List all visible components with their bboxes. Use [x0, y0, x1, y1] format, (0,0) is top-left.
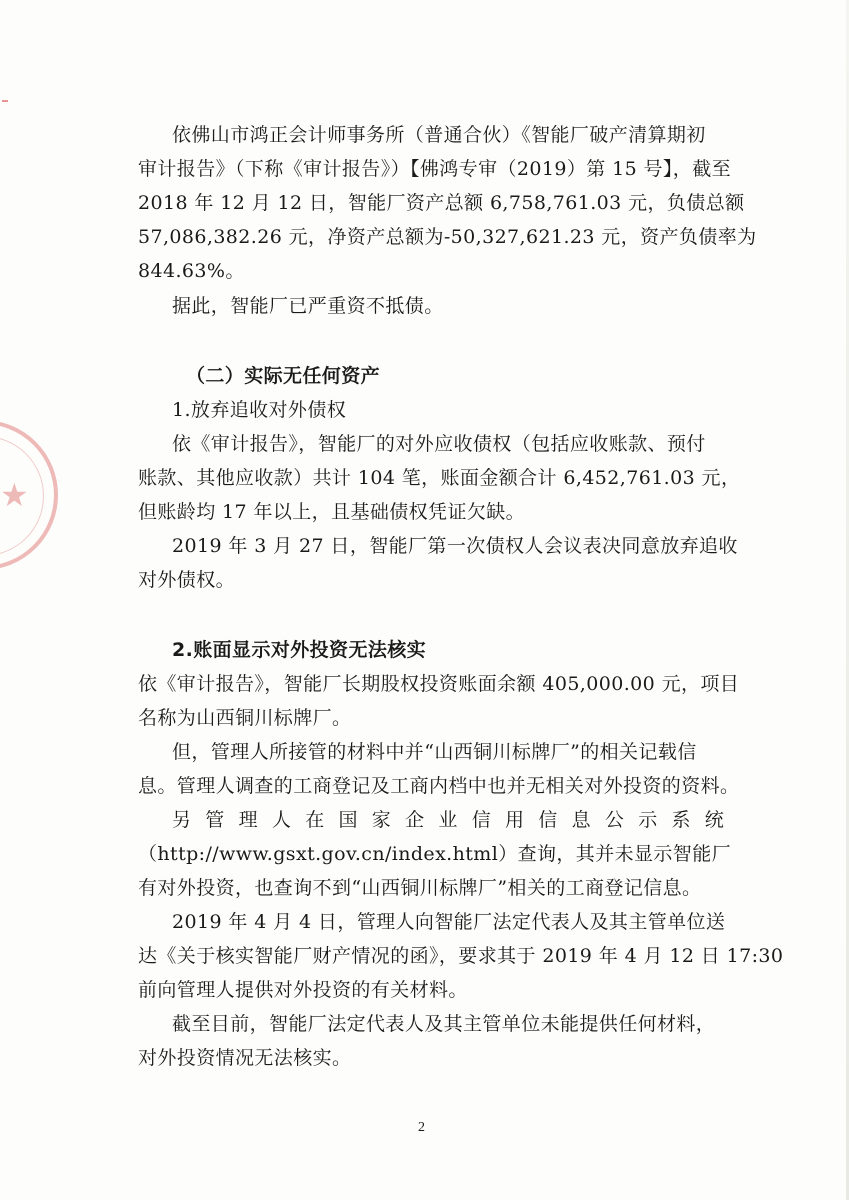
- paragraph-3-line-2: 账款、其他应收款）共计 104 笔，账面金额合计 6,452,761.03 元，: [138, 467, 741, 489]
- paragraph-7-line-1: 另管理人在国家企业信用信息公示系统: [172, 809, 739, 831]
- paragraph-1-line-2: 审计报告》（下称《审计报告》）【佛鸿专审（2019）第 15 号】，截至: [138, 158, 732, 180]
- section-heading-2: （二）实际无任何资产: [186, 365, 381, 387]
- page-number: 2: [418, 1120, 425, 1135]
- subheading-1: 1.放弃追收对外债权: [172, 399, 347, 421]
- paragraph-3-line-3: 但账龄均 17 年以上，且基础债权凭证欠缺。: [138, 501, 526, 523]
- paragraph-1-line-4: 57,086,382.26 元，净资产总额为-50,327,621.23 元，资产负债率为: [138, 226, 757, 248]
- paragraph-1-line-3: 2018 年 12 月 12 日，智能厂资产总额 6,758,761.03 元，负债总额: [138, 192, 745, 214]
- paragraph-8-line-2: 达《关于核实智能厂财产情况的函》，要求其于 2019 年 4 月 12 日 17:30: [138, 945, 784, 967]
- paragraph-6-line-1: 但，管理人所接管的材料中并“山西铜川标牌厂”的相关记载信: [172, 741, 697, 763]
- paragraph-5-line-2: 名称为山西铜川标牌厂。: [138, 707, 352, 729]
- paragraph-9-line-1: 截至目前，智能厂法定代表人及其主管单位未能提供任何材料，: [172, 1013, 716, 1035]
- paragraph-8-line-3: 前向管理人提供对外投资的有关材料。: [138, 979, 468, 1001]
- margin-mark: [2, 100, 8, 102]
- paragraph-1-line-1: 依佛山市鸿正会计师事务所（普通合伙）《智能厂破产清算期初: [172, 124, 706, 146]
- paragraph-9-line-2: 对外投资情况无法核实。: [138, 1047, 352, 1069]
- paragraph-7-line-2: （http://www.gsxt.gov.cn/index.html）查询，其并未显示智能厂: [138, 843, 731, 865]
- red-seal-stamp: [0, 420, 58, 570]
- paragraph-8-line-1: 2019 年 4 月 4 日，管理人向智能厂法定代表人及其主管单位送: [172, 911, 726, 933]
- subheading-2: 2.账面显示对外投资无法核实: [172, 639, 427, 661]
- paragraph-3-line-1: 依《审计报告》，智能厂的对外应收债权（包括应收账款、预付: [172, 433, 706, 455]
- paragraph-7-line-3: 有对外投资，也查询不到“山西铜川标牌厂”相关的工商登记信息。: [138, 877, 702, 899]
- paragraph-6-line-2: 息。管理人调查的工商登记及工商内档中也并无相关对外投资的资料。: [138, 775, 740, 797]
- paragraph-4-line-1: 2019 年 3 月 27 日，智能厂第一次债权人会议表决同意放弃追收: [172, 535, 738, 557]
- paragraph-2: 据此，智能厂已严重资不抵债。: [172, 295, 444, 317]
- paragraph-5-line-1: 依《审计报告》，智能厂长期股权投资账面余额 405,000.00 元，项目: [138, 673, 740, 695]
- paragraph-1-line-5: 844.63%。: [138, 260, 245, 282]
- paragraph-4-line-2: 对外债权。: [138, 569, 236, 591]
- seal-star-icon: ★: [0, 476, 29, 514]
